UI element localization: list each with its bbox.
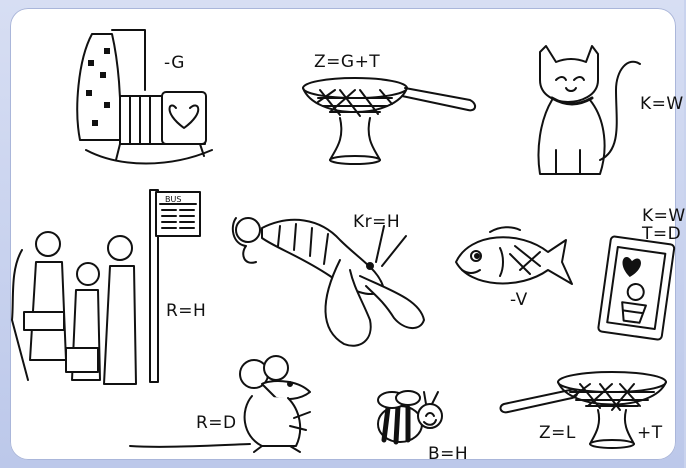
hint-sieve-bottom-1: Z=L bbox=[539, 423, 576, 443]
hint-card-1: K=W bbox=[642, 206, 686, 226]
bus-sign-text: BUS bbox=[165, 195, 182, 204]
hint-rat: R=D bbox=[196, 413, 237, 433]
playing-card-icon bbox=[598, 236, 675, 340]
hint-card-2: T=D bbox=[642, 224, 682, 244]
hint-lobster: Kr=H bbox=[353, 212, 401, 232]
hint-fish: -V bbox=[510, 290, 528, 310]
fish-icon bbox=[456, 227, 572, 284]
cat-icon bbox=[539, 46, 641, 174]
queue-people-icon bbox=[12, 232, 136, 384]
cradle-icon bbox=[77, 30, 212, 164]
hint-cradle: -G bbox=[164, 53, 185, 73]
hint-bee: B=H bbox=[428, 444, 469, 464]
sieve-top-icon bbox=[303, 78, 475, 164]
puzzle-drawings bbox=[10, 8, 676, 460]
hint-sieve-top: Z=G+T bbox=[314, 52, 381, 72]
bus-stop-icon bbox=[150, 190, 200, 382]
lobster-icon bbox=[233, 218, 424, 346]
hint-sieve-bottom-2: +T bbox=[637, 423, 663, 443]
hint-cat: K=W bbox=[640, 94, 684, 114]
puzzle-panel bbox=[10, 8, 686, 464]
bee-icon bbox=[378, 391, 442, 442]
hint-bus-stop: R=H bbox=[166, 301, 207, 321]
